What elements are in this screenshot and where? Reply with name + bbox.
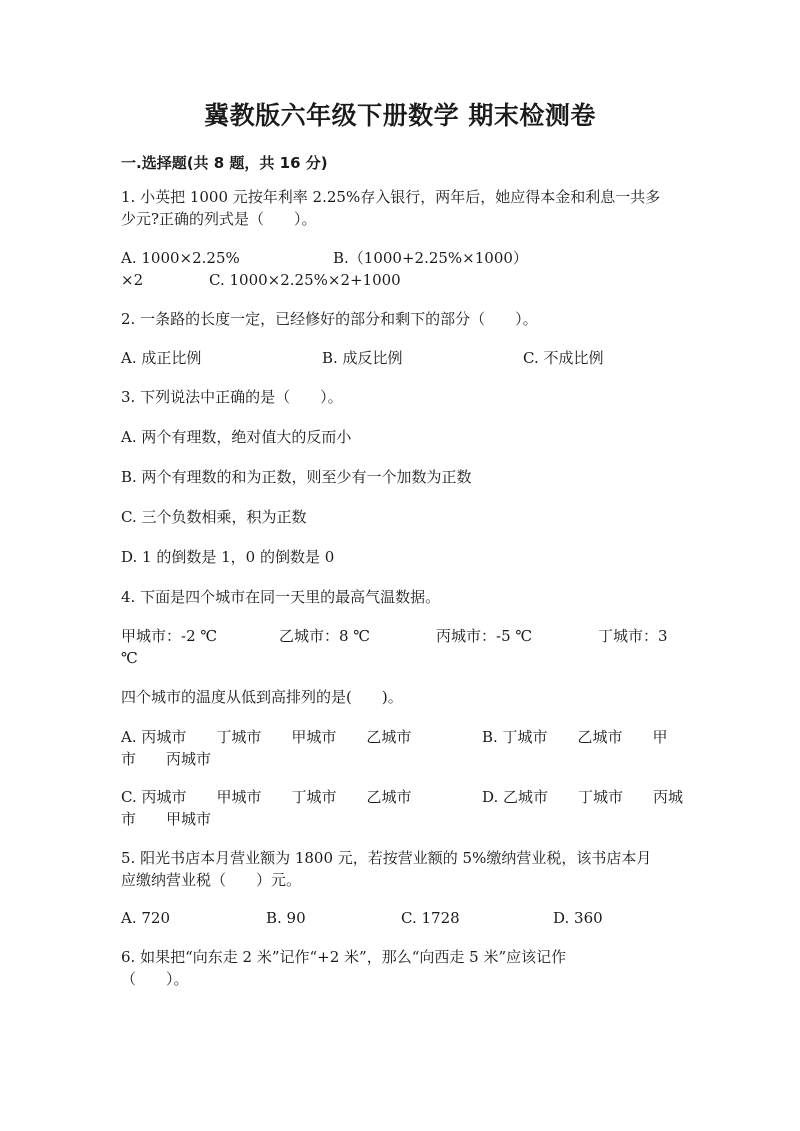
q3-option-b: B. 两个有理数的和为正数，则至少有一个加数为正数 <box>121 468 472 486</box>
q1-stem-line1: 1. 小英把 1000 元按年利率 2.25%存入银行，两年后，她应得本金和利息一共多 <box>121 188 661 206</box>
q4-city-ding-unit: ℃ <box>121 649 138 667</box>
q4-option-b-cont: 市 丙城市 <box>121 750 212 768</box>
q4-option-d-cont: 市 甲城市 <box>121 810 212 828</box>
q1-option-b-cont: ×2 <box>121 271 144 289</box>
q4-city-ding: 丁城市：3 <box>598 627 668 645</box>
q4-city-yi: 乙城市：8 ℃ <box>279 627 371 645</box>
q5-option-a: A. 720 <box>121 909 170 927</box>
q4-stem: 4. 下面是四个城市在同一天里的最高气温数据。 <box>121 588 441 606</box>
q4-options-cd <box>121 786 684 830</box>
q2-option-c: C. 不成比例 <box>523 349 604 367</box>
q5-option-d: D. 360 <box>553 909 603 927</box>
q2-options <box>121 347 678 369</box>
q4-option-a: A. 丙城市 丁城市 甲城市 乙城市 <box>121 728 412 746</box>
q2-option-b: B. 成反比例 <box>322 349 403 367</box>
q4-option-d: D. 乙城市 丁城市 丙城 <box>482 788 684 806</box>
q4-option-b: B. 丁城市 乙城市 甲 <box>482 728 668 746</box>
q2-option-a: A. 成正比例 <box>121 349 202 367</box>
q6-stem-line2: （ ）。 <box>121 970 189 988</box>
q3-option-c: C. 三个负数相乘，积为正数 <box>121 508 307 526</box>
q1-option-c: C. 1000×2.25%×2+1000 <box>209 271 401 289</box>
q1-option-b: B.（1000+2.25%×1000） <box>333 249 528 267</box>
q1-stem-line2: 少元?正确的列式是（ ）。 <box>121 210 317 228</box>
q4-option-c: C. 丙城市 甲城市 丁城市 乙城市 <box>121 788 412 806</box>
q4-ask: 四个城市的温度从低到高排列的是( )。 <box>121 688 403 706</box>
page-title: 冀教版六年级下册数学 期末检测卷 <box>204 101 596 130</box>
q5-options <box>121 907 678 929</box>
q4-temperatures <box>121 625 678 669</box>
q1-option-a: A. 1000×2.25% <box>121 249 240 267</box>
q4-city-jia: 甲城市：-2 ℃ <box>121 627 218 645</box>
q2-stem: 2. 一条路的长度一定，已经修好的部分和剩下的部分（ ）。 <box>121 310 538 328</box>
q1-options <box>121 247 678 291</box>
q4-city-bing: 丙城市：-5 ℃ <box>436 627 533 645</box>
q3-option-d: D. 1 的倒数是 1，0 的倒数是 0 <box>121 548 335 566</box>
q5-option-c: C. 1728 <box>401 909 460 927</box>
section-heading: 一.选择题(共 8 题，共 16 分) <box>121 154 328 172</box>
q5-stem-line1: 5. 阳光书店本月营业额为 1800 元，若按营业额的 5%缴纳营业税，该书店本月 <box>121 849 652 867</box>
q3-stem: 3. 下列说法中正确的是（ ）。 <box>121 388 343 406</box>
q5-option-b: B. 90 <box>266 909 306 927</box>
q4-options-ab <box>121 726 678 770</box>
q6-stem-line1: 6. 如果把“向东走 2 米”记作“+2 米”，那么“向西走 5 米”应该记作 <box>121 948 567 966</box>
q3-option-a: A. 两个有理数，绝对值大的反而小 <box>121 428 352 446</box>
q5-stem-line2: 应缴纳营业税（ ）元。 <box>121 871 302 889</box>
